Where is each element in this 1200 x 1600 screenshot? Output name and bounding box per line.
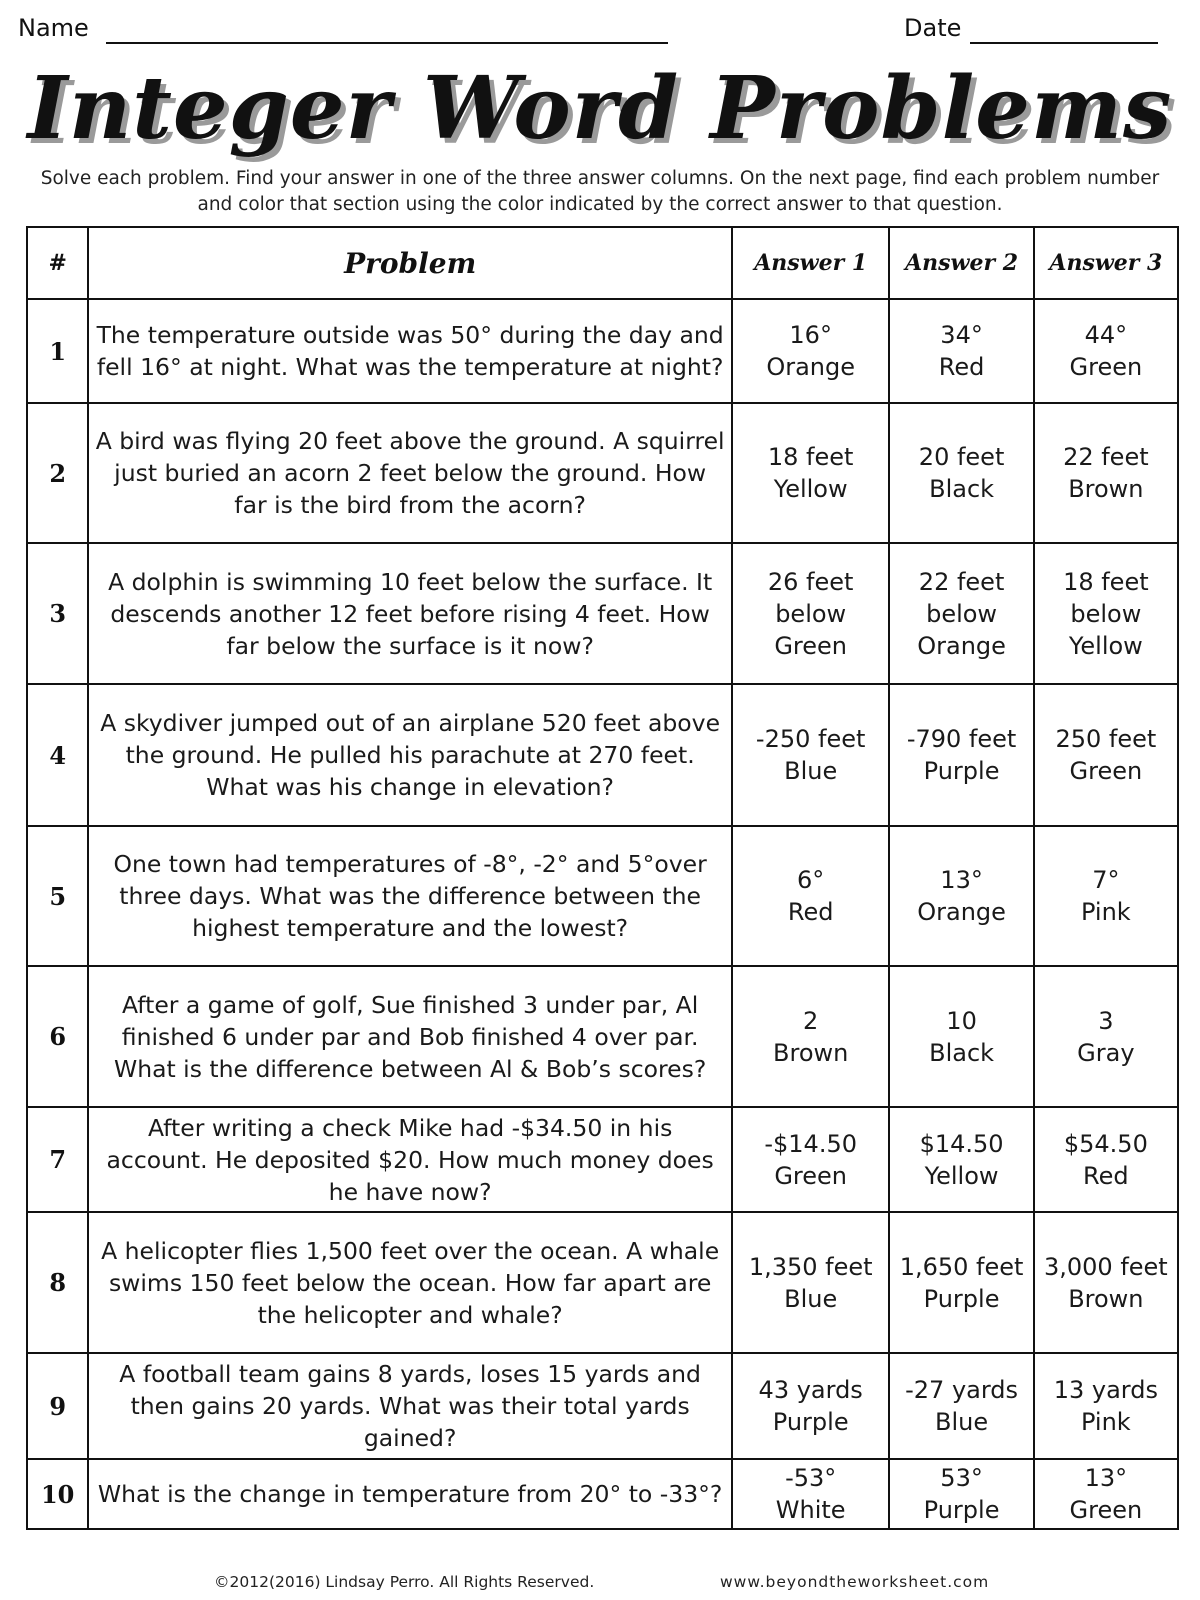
answer-option-2 bbox=[889, 684, 1033, 826]
answer-value: 13° bbox=[940, 866, 983, 894]
table-row bbox=[27, 1459, 1178, 1529]
answer-option-1 bbox=[732, 966, 890, 1107]
table-row bbox=[27, 1212, 1178, 1353]
answer-value: $54.50 bbox=[1063, 1129, 1148, 1158]
answer-color: Blue bbox=[935, 1408, 989, 1436]
answer-value: 7° bbox=[1092, 866, 1120, 894]
answer-value: 18 feet bbox=[767, 443, 854, 471]
answer-option-1 bbox=[732, 1459, 890, 1529]
answer-value: 22 feet bbox=[1063, 443, 1149, 471]
table-row bbox=[27, 1353, 1178, 1459]
answer-color: Black bbox=[929, 475, 995, 503]
table-header-row bbox=[27, 227, 1178, 299]
problem-number: 2 bbox=[27, 403, 88, 543]
table-row bbox=[27, 543, 1178, 684]
answer-value: -250 feet bbox=[755, 725, 866, 753]
answer-color: Green bbox=[1069, 757, 1143, 785]
answer-option-2 bbox=[889, 966, 1033, 1107]
answer-option-1 bbox=[732, 1353, 890, 1459]
answer-value: 3 bbox=[1098, 1006, 1114, 1035]
answer-option-1 bbox=[732, 299, 890, 403]
answer-value: 18 feet below bbox=[1063, 567, 1149, 628]
answer-value: 44° bbox=[1084, 321, 1128, 349]
answer-color: Green bbox=[1069, 1496, 1143, 1524]
answer-color: Pink bbox=[1080, 898, 1131, 926]
problem-number: 5 bbox=[27, 826, 88, 966]
problem-number: 7 bbox=[27, 1107, 88, 1212]
problem-number: 6 bbox=[27, 966, 88, 1107]
answer-color: Red bbox=[787, 898, 834, 926]
column-header-answer-3: Answer 3 bbox=[1034, 227, 1178, 299]
footer-copyright: ©2012(2016) Lindsay Perro. All Rights Reserved. bbox=[214, 1573, 595, 1591]
answer-value: 6° bbox=[797, 866, 825, 894]
answer-option-2 bbox=[889, 403, 1033, 543]
table-row bbox=[27, 1107, 1178, 1212]
footer-website: www.beyondtheworksheet.com bbox=[720, 1573, 990, 1591]
answer-color: Brown bbox=[1068, 1284, 1144, 1313]
answer-color: Orange bbox=[917, 898, 1006, 926]
problem-text: What is the change in temperature from 20° to -33°? bbox=[88, 1459, 732, 1529]
answer-option-2 bbox=[889, 1107, 1033, 1212]
answer-color: Red bbox=[938, 353, 985, 381]
answer-option-1 bbox=[732, 543, 890, 684]
instructions: Solve each problem. Find your answer in one of the three answer columns. On the next page, find each problem number and color that section using the color indicated by the correct answer to that question. bbox=[40, 168, 1160, 215]
problem-number: 4 bbox=[27, 684, 88, 826]
answer-option-3 bbox=[1034, 1459, 1178, 1529]
name-label: Name bbox=[18, 14, 89, 42]
problem-number: 10 bbox=[27, 1459, 88, 1529]
answer-value: $14.50 bbox=[919, 1129, 1004, 1158]
answer-color: Brown bbox=[1068, 475, 1144, 503]
answer-color: Pink bbox=[1080, 1408, 1131, 1436]
problem-number: 8 bbox=[27, 1212, 88, 1353]
table-row bbox=[27, 684, 1178, 826]
table-row bbox=[27, 403, 1178, 543]
answer-value: 43 yards bbox=[758, 1376, 863, 1404]
answer-color: Orange bbox=[766, 353, 856, 381]
date-blank-line bbox=[970, 42, 1158, 44]
answer-value: 250 feet bbox=[1055, 725, 1157, 753]
column-header-answer-1: Answer 1 bbox=[732, 227, 890, 299]
column-header-number: # bbox=[27, 227, 88, 299]
answer-option-3 bbox=[1034, 299, 1178, 403]
problem-text: After a game of golf, Sue finished 3 under par, Al finished 6 under par and Bob finished 4 over par. What is the difference between Al & Bob’s scores? bbox=[88, 966, 732, 1107]
answer-option-3 bbox=[1034, 1212, 1178, 1353]
answer-value: 2 bbox=[803, 1006, 819, 1035]
answer-color: Gray bbox=[1077, 1038, 1135, 1067]
problem-text: A bird was flying 20 feet above the ground. A squirrel just buried an acorn 2 feet below the ground. How far is the bird from the acorn? bbox=[88, 403, 732, 543]
answer-color: Yellow bbox=[924, 1161, 999, 1190]
answer-color: Purple bbox=[923, 1496, 1000, 1524]
problem-text: A helicopter flies 1,500 feet over the ocean. A whale swims 150 feet below the ocean. How far apart are the helicopter and whale? bbox=[88, 1212, 732, 1353]
problem-text: A dolphin is swimming 10 feet below the surface. It descends another 12 feet before rising 4 feet. How far below the surface is it now? bbox=[88, 543, 732, 684]
answer-color: Purple bbox=[923, 1284, 1000, 1313]
page-title: Integer Word Problems bbox=[27, 58, 1173, 159]
answer-value: 34° bbox=[940, 321, 983, 349]
table-row bbox=[27, 299, 1178, 403]
problem-text: A skydiver jumped out of an airplane 520 feet above the ground. He pulled his parachute at 270 feet. What was his change in elevation? bbox=[88, 684, 732, 826]
answer-value: -790 feet bbox=[906, 725, 1017, 753]
answer-color: Orange bbox=[917, 631, 1006, 660]
problem-number: 1 bbox=[27, 299, 88, 403]
problem-number: 9 bbox=[27, 1353, 88, 1459]
answer-color: Blue bbox=[784, 757, 838, 785]
answer-color: Brown bbox=[773, 1038, 849, 1067]
answer-value: 1,650 feet bbox=[899, 1252, 1024, 1281]
answer-value: 16° bbox=[789, 321, 832, 349]
answer-option-2 bbox=[889, 299, 1033, 403]
answer-value: 53° bbox=[940, 1464, 983, 1492]
answer-value: 3,000 feet bbox=[1043, 1252, 1168, 1281]
answer-color: Blue bbox=[784, 1284, 838, 1313]
answer-option-2 bbox=[889, 1459, 1033, 1529]
answer-option-1 bbox=[732, 1107, 890, 1212]
answer-color: Purple bbox=[772, 1408, 849, 1436]
answer-value: -53° bbox=[785, 1464, 837, 1492]
table-row bbox=[27, 966, 1178, 1107]
answer-value: 13° bbox=[1084, 1464, 1128, 1492]
answer-color: Green bbox=[774, 1161, 848, 1190]
answer-color: Black bbox=[929, 1038, 995, 1067]
answer-option-3 bbox=[1034, 1353, 1178, 1459]
answer-option-2 bbox=[889, 1212, 1033, 1353]
answer-option-1 bbox=[732, 1212, 890, 1353]
answer-option-3 bbox=[1034, 403, 1178, 543]
date-label: Date bbox=[904, 14, 962, 42]
answer-value: 20 feet bbox=[918, 443, 1005, 471]
problem-text: A football team gains 8 yards, loses 15 yards and then gains 20 yards. What was their total yards gained? bbox=[88, 1353, 732, 1459]
problem-text: The temperature outside was 50° during the day and fell 16° at night. What was the temperature at night? bbox=[88, 299, 732, 403]
answer-color: White bbox=[775, 1496, 846, 1524]
answer-color: Yellow bbox=[1068, 631, 1143, 660]
answer-value: 13 yards bbox=[1053, 1376, 1158, 1404]
answer-option-1 bbox=[732, 826, 890, 966]
column-header-problem: Problem bbox=[88, 227, 732, 299]
answer-option-3 bbox=[1034, 684, 1178, 826]
answer-value: 22 feet below bbox=[918, 567, 1005, 628]
answer-color: Purple bbox=[923, 757, 1000, 785]
problem-text: After writing a check Mike had -$34.50 in his account. He deposited $20. How much money does he have now? bbox=[88, 1107, 732, 1212]
answer-value: 26 feet below bbox=[767, 567, 854, 628]
answer-option-3 bbox=[1034, 826, 1178, 966]
answer-option-1 bbox=[732, 684, 890, 826]
column-header-answer-2: Answer 2 bbox=[889, 227, 1033, 299]
answer-option-1 bbox=[732, 403, 890, 543]
answer-value: 10 bbox=[946, 1006, 977, 1035]
name-blank-line bbox=[106, 42, 668, 44]
problem-text: One town had temperatures of -8°, -2° and 5°over three days. What was the difference between the highest temperature and the lowest? bbox=[88, 826, 732, 966]
table-row bbox=[27, 826, 1178, 966]
answer-option-3 bbox=[1034, 1107, 1178, 1212]
answer-option-3 bbox=[1034, 543, 1178, 684]
problems-table bbox=[26, 226, 1179, 1530]
problem-number: 3 bbox=[27, 543, 88, 684]
answer-color: Green bbox=[774, 631, 848, 660]
answer-option-2 bbox=[889, 543, 1033, 684]
answer-color: Yellow bbox=[773, 475, 848, 503]
answer-color: Red bbox=[1083, 1161, 1129, 1190]
answer-value: 1,350 feet bbox=[748, 1252, 873, 1281]
answer-value: -27 yards bbox=[905, 1376, 1019, 1404]
answer-color: Green bbox=[1069, 353, 1143, 381]
answer-value: -$14.50 bbox=[764, 1129, 857, 1158]
answer-option-2 bbox=[889, 826, 1033, 966]
answer-option-2 bbox=[889, 1353, 1033, 1459]
answer-option-3 bbox=[1034, 966, 1178, 1107]
